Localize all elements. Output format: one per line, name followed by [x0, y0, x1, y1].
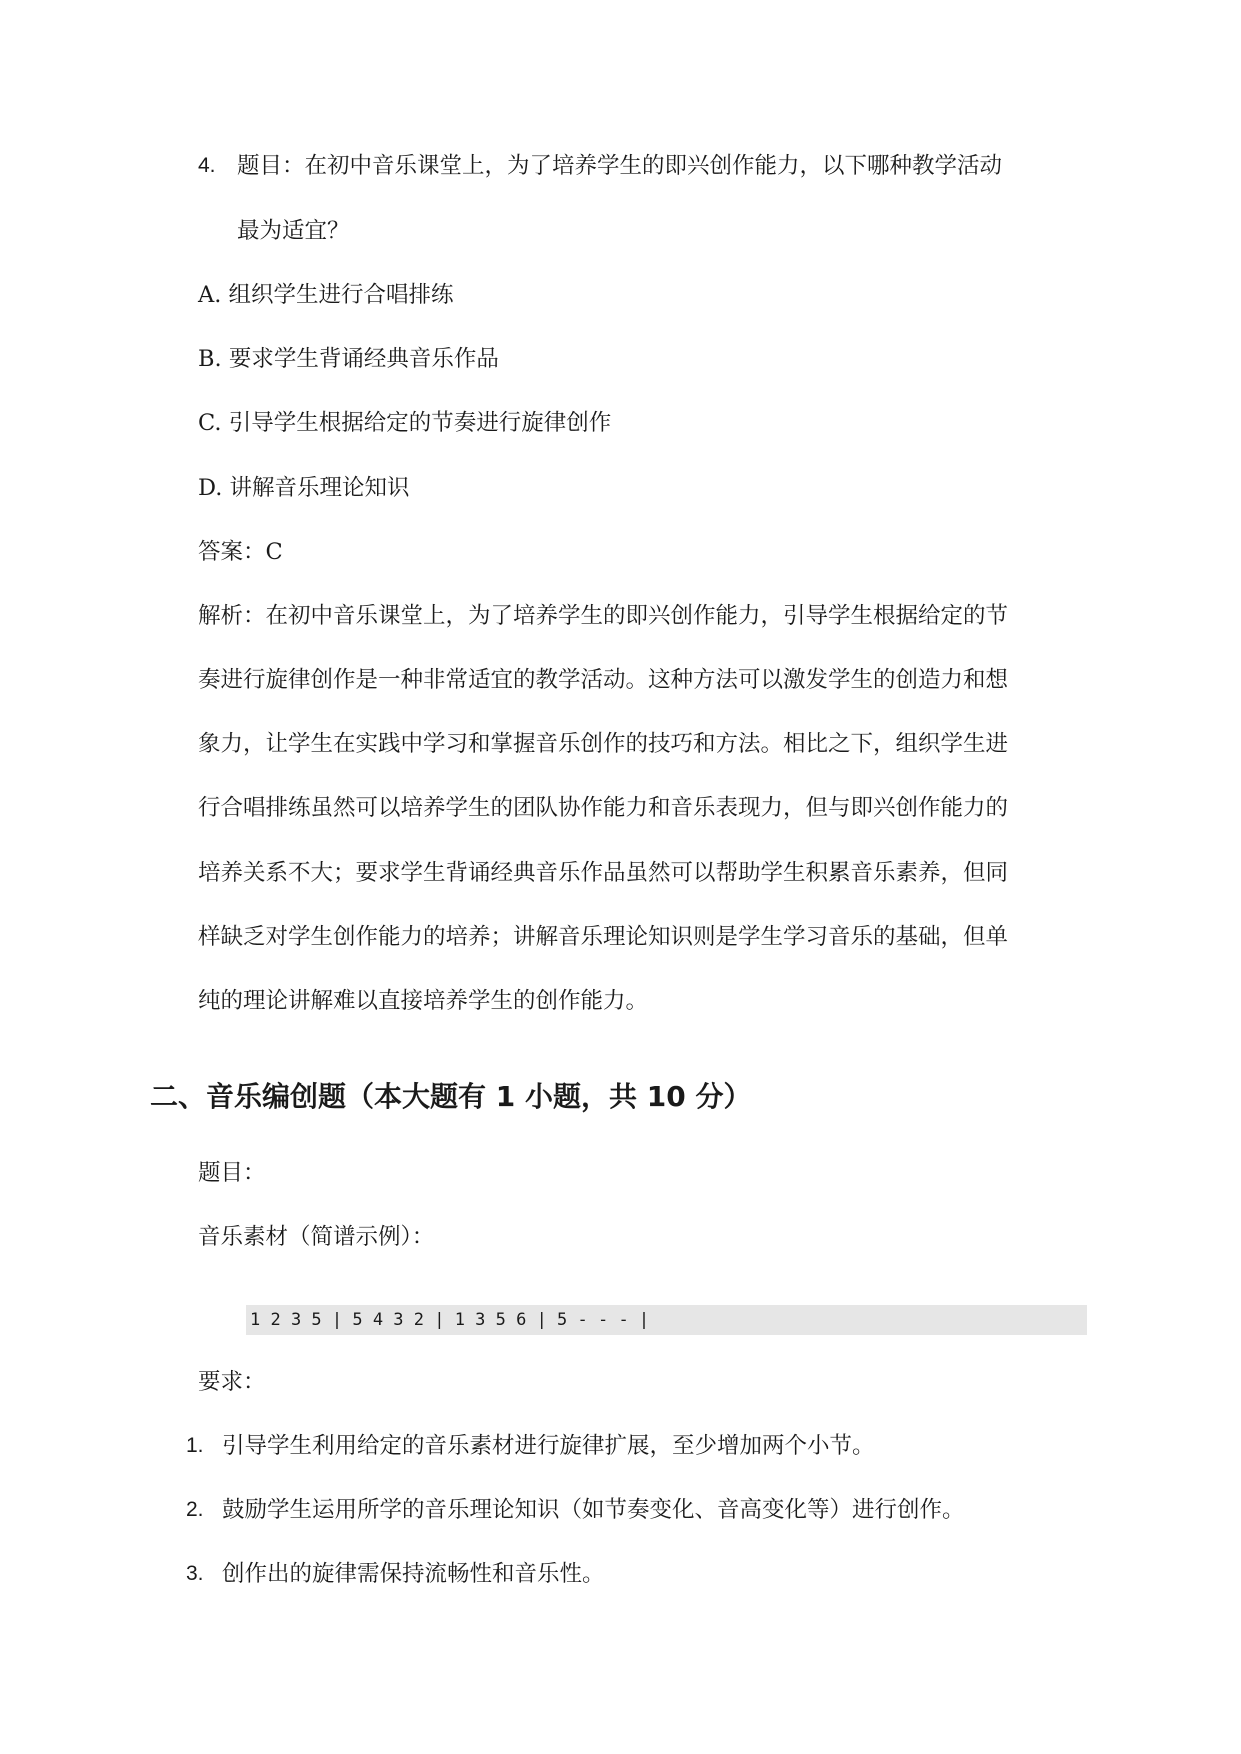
requirement-text: 鼓励学生运用所学的音乐理论知识（如节奏变化、音高变化等）进行创作。: [222, 1497, 965, 1523]
requirements-label: 要求：: [198, 1369, 266, 1395]
notation-box: [246, 1305, 1087, 1335]
requirement-text: 引导学生利用给定的音乐素材进行旋律扩展，至少增加两个小节。: [222, 1433, 875, 1459]
question-stem-line-1: 题目：在初中音乐课堂上，为了培养学生的即兴创作能力，以下哪种教学活动: [237, 153, 1003, 179]
requirement-number: 1.: [186, 1434, 204, 1457]
requirement-text: 创作出的旋律需保持流畅性和音乐性。: [222, 1561, 605, 1587]
requirement-number: 2.: [186, 1498, 204, 1521]
material-label: 音乐素材（简谱示例）：: [198, 1224, 435, 1250]
analysis-line: 奏进行旋律创作是一种非常适宜的教学活动。这种方法可以激发学生的创造力和想: [198, 667, 1009, 693]
answer: 答案：C: [198, 539, 283, 565]
analysis-line: 行合唱排练虽然可以培养学生的团队协作能力和音乐表现力，但与即兴创作能力的: [198, 795, 1009, 821]
analysis-line: 培养关系不大；要求学生背诵经典音乐作品虽然可以帮助学生积累音乐素养，但同: [198, 860, 1009, 886]
option-d: D. 讲解音乐理论知识: [198, 475, 410, 501]
option-c: C. 引导学生根据给定的节奏进行旋律创作: [198, 410, 612, 436]
analysis-line: 象力，让学生在实践中学习和掌握音乐创作的技巧和方法。相比之下，组织学生进: [198, 731, 1009, 757]
analysis-line: 解析：在初中音乐课堂上，为了培养学生的即兴创作能力，引导学生根据给定的节: [198, 603, 1009, 629]
option-a: A. 组织学生进行合唱排练: [198, 282, 454, 308]
topic-label: 题目：: [198, 1160, 266, 1186]
section-heading: 二、音乐编创题（本大题有 1 小题，共 10 分）: [150, 1080, 752, 1113]
analysis-line: 样缺乏对学生创作能力的培养；讲解音乐理论知识则是学生学习音乐的基础，但单: [198, 924, 1009, 950]
question-number: 4.: [198, 154, 216, 177]
notation-text: 1 2 3 5 | 5 4 3 2 | 1 3 5 6 | 5 - - - |: [250, 1310, 650, 1330]
requirement-number: 3.: [186, 1562, 204, 1585]
option-b: B. 要求学生背诵经典音乐作品: [198, 346, 499, 372]
question-stem-line-2: 最为适宜？: [237, 218, 350, 244]
analysis-line: 纯的理论讲解难以直接培养学生的创作能力。: [198, 988, 649, 1014]
